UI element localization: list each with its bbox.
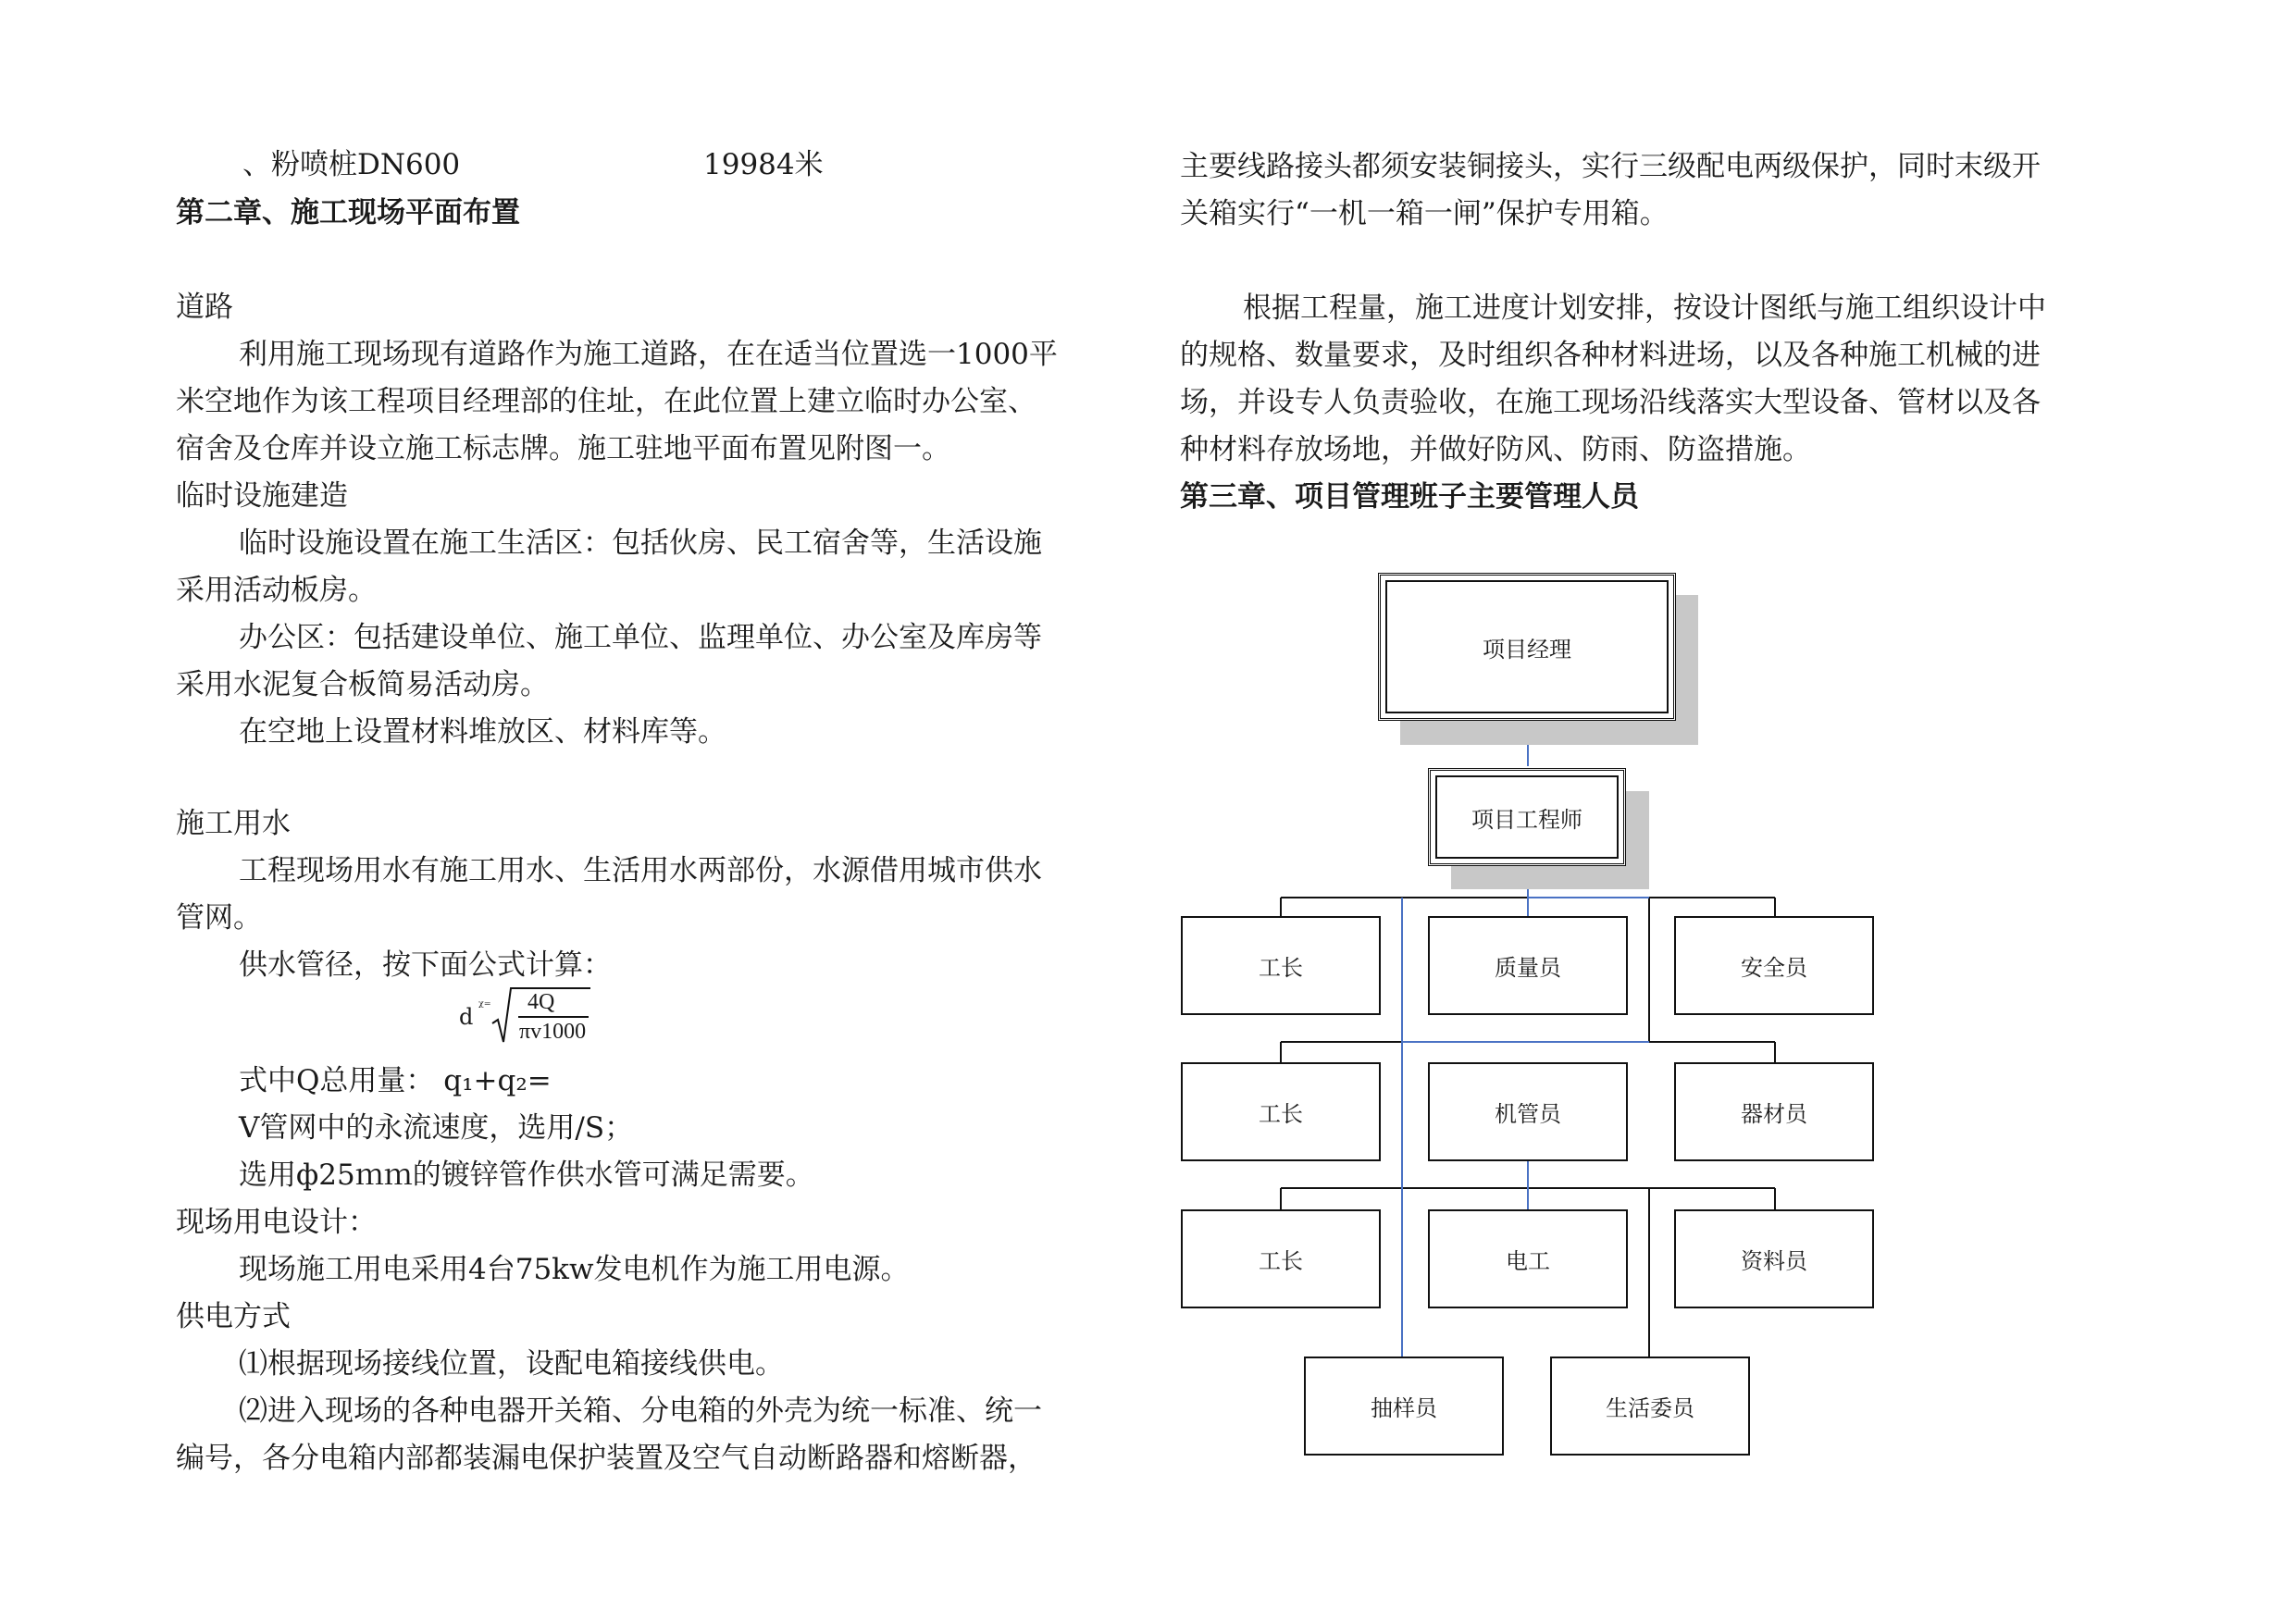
section-heading: 道路: [176, 291, 233, 324]
text-line: 、粉喷桩DN600: [242, 148, 461, 181]
org-box-document-clerk: 资料员: [1674, 1209, 1874, 1308]
paragraph-line: 选用ф25ｍｍ的镀锌管作供水管可满足需要。: [239, 1158, 814, 1192]
paragraph-line: 办公区：包括建设单位、施工单位、监理单位、办公室及库房等: [239, 621, 1042, 654]
org-box-living-committee: 生活委员: [1550, 1357, 1750, 1456]
paragraph-line: ⑵进入现场的各种电器开关箱、分电箱的外壳为统一标准、统一: [239, 1394, 1042, 1428]
org-box-project-engineer: 项目工程师: [1428, 768, 1626, 866]
paragraph-line: 场，并设专人负责验收，在施工现场沿线落实大型设备、管材以及各: [1180, 386, 2041, 419]
paragraph-line: 关箱实行“一机一箱一闸”保护专用箱。: [1180, 197, 1669, 230]
paragraph-line: 宿舍及仓库并设立施工标志牌。施工驻地平面布置见附图一。: [176, 432, 950, 465]
org-box-quality-inspector: 质量员: [1428, 916, 1628, 1015]
org-box-safety-officer: 安全员: [1674, 916, 1874, 1015]
paragraph-line: 根据工程量，施工进度计划安排，按设计图纸与施工组织设计中: [1243, 291, 2046, 325]
org-box-sampler: 抽样员: [1304, 1357, 1504, 1456]
paragraph-line: 现场施工用电采用4台75kw发电机作为施工用电源。: [239, 1253, 910, 1286]
formula-d: d: [459, 1004, 474, 1030]
section-heading: 供电方式: [176, 1300, 291, 1333]
formula-numerator: 4Q: [527, 990, 555, 1014]
org-box-electrician: 电工: [1428, 1209, 1628, 1308]
section-heading: 临时设施建造: [176, 479, 348, 513]
formula-approx: ᵡ⁼: [478, 997, 491, 1014]
paragraph-line: 主要线路接头都须安装铜接头，实行三级配电两级保护，同时末级开: [1180, 150, 2041, 183]
paragraph-line: 种材料存放场地，并做好防风、防雨、防盗措施。: [1180, 433, 1811, 466]
paragraph-line: 采用活动板房。: [176, 574, 377, 607]
chapter-heading: 第二章、施工现场平面布置: [176, 196, 520, 229]
paragraph-line: 供水管径，按下面公式计算：: [239, 948, 612, 982]
org-box-equipment-officer: 器材员: [1674, 1062, 1874, 1161]
paragraph-line: 采用水泥复合板简易活动房。: [176, 668, 549, 701]
paragraph-line: 管网。: [176, 901, 262, 935]
paragraph-line: 米空地作为该工程项目经理部的住址，在此位置上建立临时办公室、: [176, 385, 1036, 418]
paragraph-line: V管网中的永流速度，选用/S；: [239, 1111, 634, 1145]
paragraph-line: 式中Q总用量： q₁+q₂=: [239, 1064, 552, 1097]
formula-denominator: πv1000: [519, 1020, 587, 1044]
paragraph-line: ⑴根据现场接线位置，设配电箱接线供电。: [239, 1347, 784, 1381]
section-heading: 现场用电设计：: [176, 1206, 377, 1239]
org-box-foreman: 工长: [1181, 1209, 1381, 1308]
chapter-heading: 第三章、项目管理班子主要管理人员: [1180, 480, 1639, 514]
org-box-foreman: 工长: [1181, 916, 1381, 1015]
section-heading: 施工用水: [176, 807, 291, 840]
paragraph-line: 的规格、数量要求，及时组织各种材料进场，以及各种施工机械的进: [1180, 339, 2041, 372]
org-box-foreman: 工长: [1181, 1062, 1381, 1161]
org-box-project-manager: 项目经理: [1378, 573, 1676, 721]
paragraph-line: 编号，各分电箱内部都装漏电保护装置及空气自动断路器和熔断器，: [176, 1442, 1036, 1475]
org-box-machine-manager: 机管员: [1428, 1062, 1628, 1161]
text-line-value: 19984米: [703, 148, 824, 181]
paragraph-line: 利用施工现场现有道路作为施工道路，在在适当位置选一1000平: [239, 338, 1058, 371]
paragraph-line: 工程现场用水有施工用水、生活用水两部份，水源借用城市供水: [239, 854, 1042, 887]
paragraph-line: 在空地上设置材料堆放区、材料库等。: [239, 715, 726, 749]
paragraph-line: 临时设施设置在施工生活区：包括伙房、民工宿舍等，生活设施: [239, 527, 1042, 560]
